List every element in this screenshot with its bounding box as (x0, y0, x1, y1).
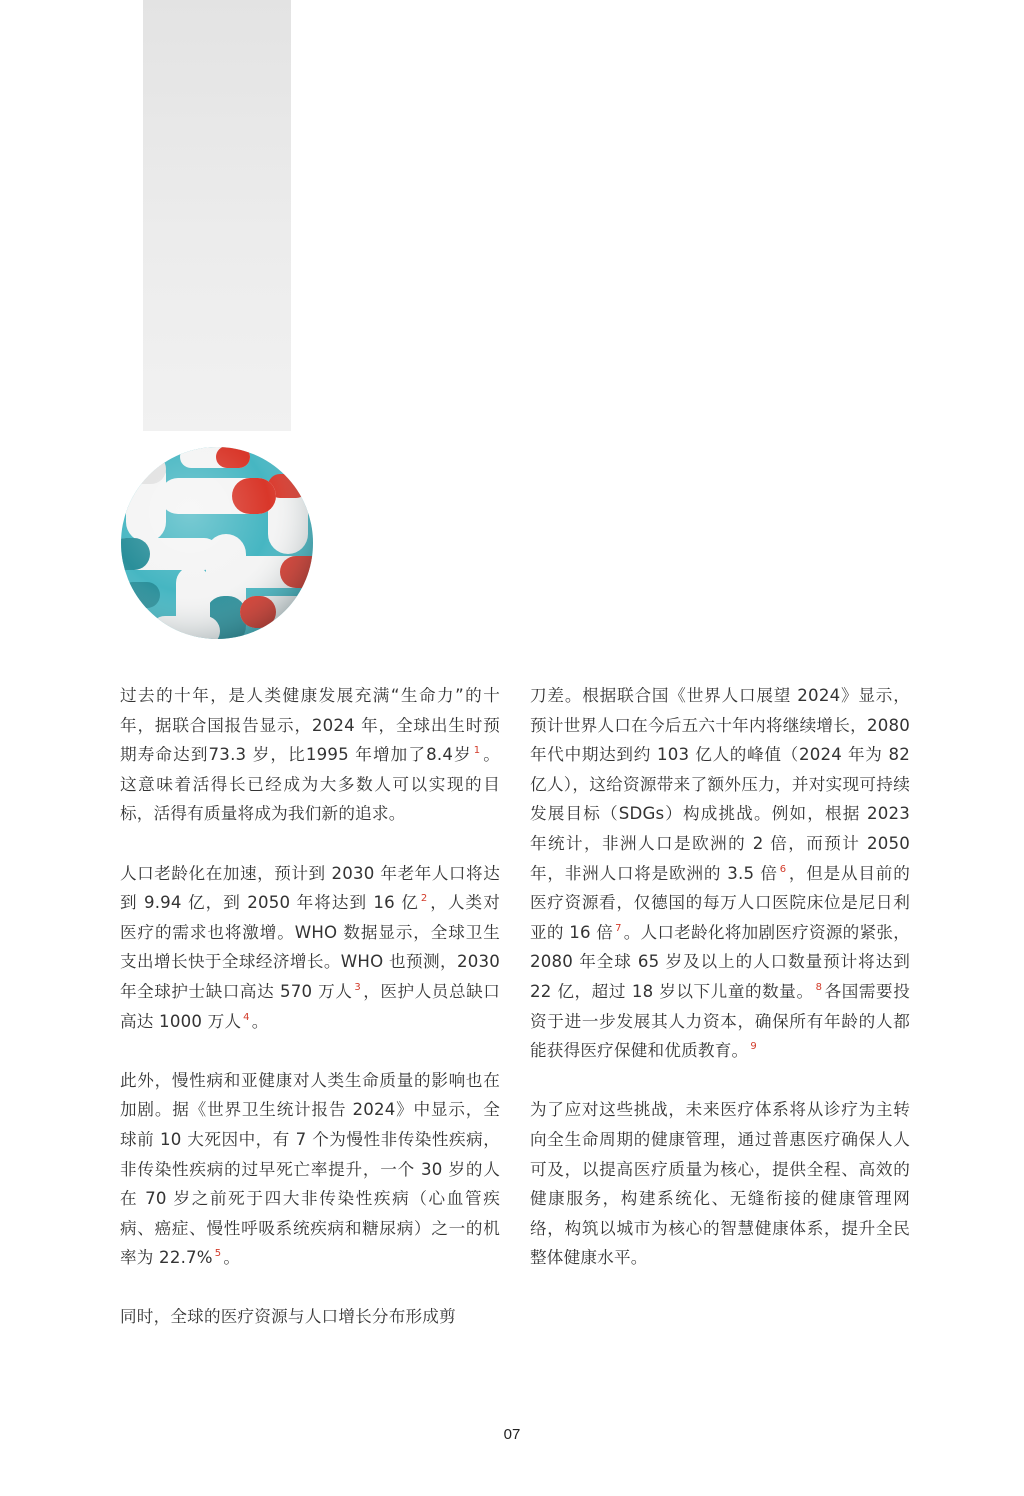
paragraph-future-healthcare: 为了应对这些挑战，未来医疗体系将从诊疗为主转向全生命周期的健康管理，通过普惠医疗确保人人可及，以提高医疗质量为核心，提供全程、高效的健康服务，构建系统化、无缝衔接的健康管理网络，构筑以城市为核心的智慧健康体系，提升全民整体健康水平。 (530, 1100, 910, 1268)
page-number: 07 (503, 1426, 521, 1443)
left-text-column (120, 681, 500, 1332)
footnote-ref[interactable]: 5 (214, 1248, 222, 1260)
footnote-ref[interactable]: 7 (615, 922, 622, 934)
footnote-ref[interactable]: 2 (420, 893, 428, 905)
footnote-ref[interactable]: 9 (750, 1041, 757, 1053)
paragraph-life-expectancy: 过去的十年，是人类健康发展充满“生命力”的十年，据联合国报告显示，2024 年，全球出生时预期寿命达到73.3 岁，比1995 年增加了8.4岁 $^1$ 。这意味着活得长已经成为大多数人可以实现的目标，活得有质量将成为我们新的追求。 (120, 686, 500, 824)
footnote-ref[interactable]: 4 (243, 1011, 250, 1023)
footnote-ref[interactable]: 1 (473, 745, 481, 757)
top-gray-panel (143, 0, 291, 431)
paragraph-resource-gap-start: 同时，全球的医疗资源与人口增长分布形成剪 (120, 1307, 456, 1327)
right-text-column (530, 681, 910, 1273)
pill-globe-image (120, 446, 314, 640)
footnote-ref[interactable]: 8 (815, 981, 823, 993)
paragraph-chronic-disease: 此外，慢性病和亚健康对人类生命质量的影响也在加剧。据《世界卫生统计报告 2024》中显示，全球前 10 大死因中，有 7 个为慢性非传染性疾病，非传染性疾病的过早死亡率提升，一个 30 岁的人在 70 岁之前死于四大非传染性疾病（心血管疾病、癌症、慢性呼吸系统疾病和糖尿病）之一的机率为 22.7% $^5$ 。 (120, 1070, 500, 1268)
footnote-ref[interactable]: 6 (779, 863, 787, 875)
footnote-ref[interactable]: 3 (354, 981, 361, 993)
paragraph-population-aging: 人口老龄化在加速，预计到 2030 年老年人口将达到 9.94 亿，到 2050 年将达到 16 亿 $^2$ ，人类对医疗的需求也将激增。WHO 数据显示，全球卫生支出增长快于全球经济增长。WHO 也预测，2030 年全球护士缺口高达 570 万人 $^3$ ，医护人员总缺口高达 1000 万人 $^4$ 。 (120, 863, 501, 1031)
paragraph-world-population: 刀差。根据联合国《世界人口展望 2024》显示，预计世界人口在今后五六十年内将继续增长，2080 年代中期达到约 103 亿人的峰值（2024 年为 82 亿人），这给资源带来了额外压力，并对实现可持续发展目标（SDGs）构成挑战。例如，根据 2023 年统计，非洲人口是欧洲的 2 倍，而预计 2050 年，非洲人口将是欧洲的 3.5 倍 $^6$ ，但是从目前的医疗资源看，仅德国的每万人口医院床位是尼日利亚的 16 倍 $^7$ 。人口老龄化将加剧医疗资源的紧张，2080 年全球 65 岁及以上的人口数量预计将达到 22 亿，超过 18 岁以下儿童的数量。 $^8$ 各国需要投资于进一步发展其人力资本，确保所有年龄的人都能获得医疗保健和优质教育。 $^9$ (530, 686, 911, 1061)
